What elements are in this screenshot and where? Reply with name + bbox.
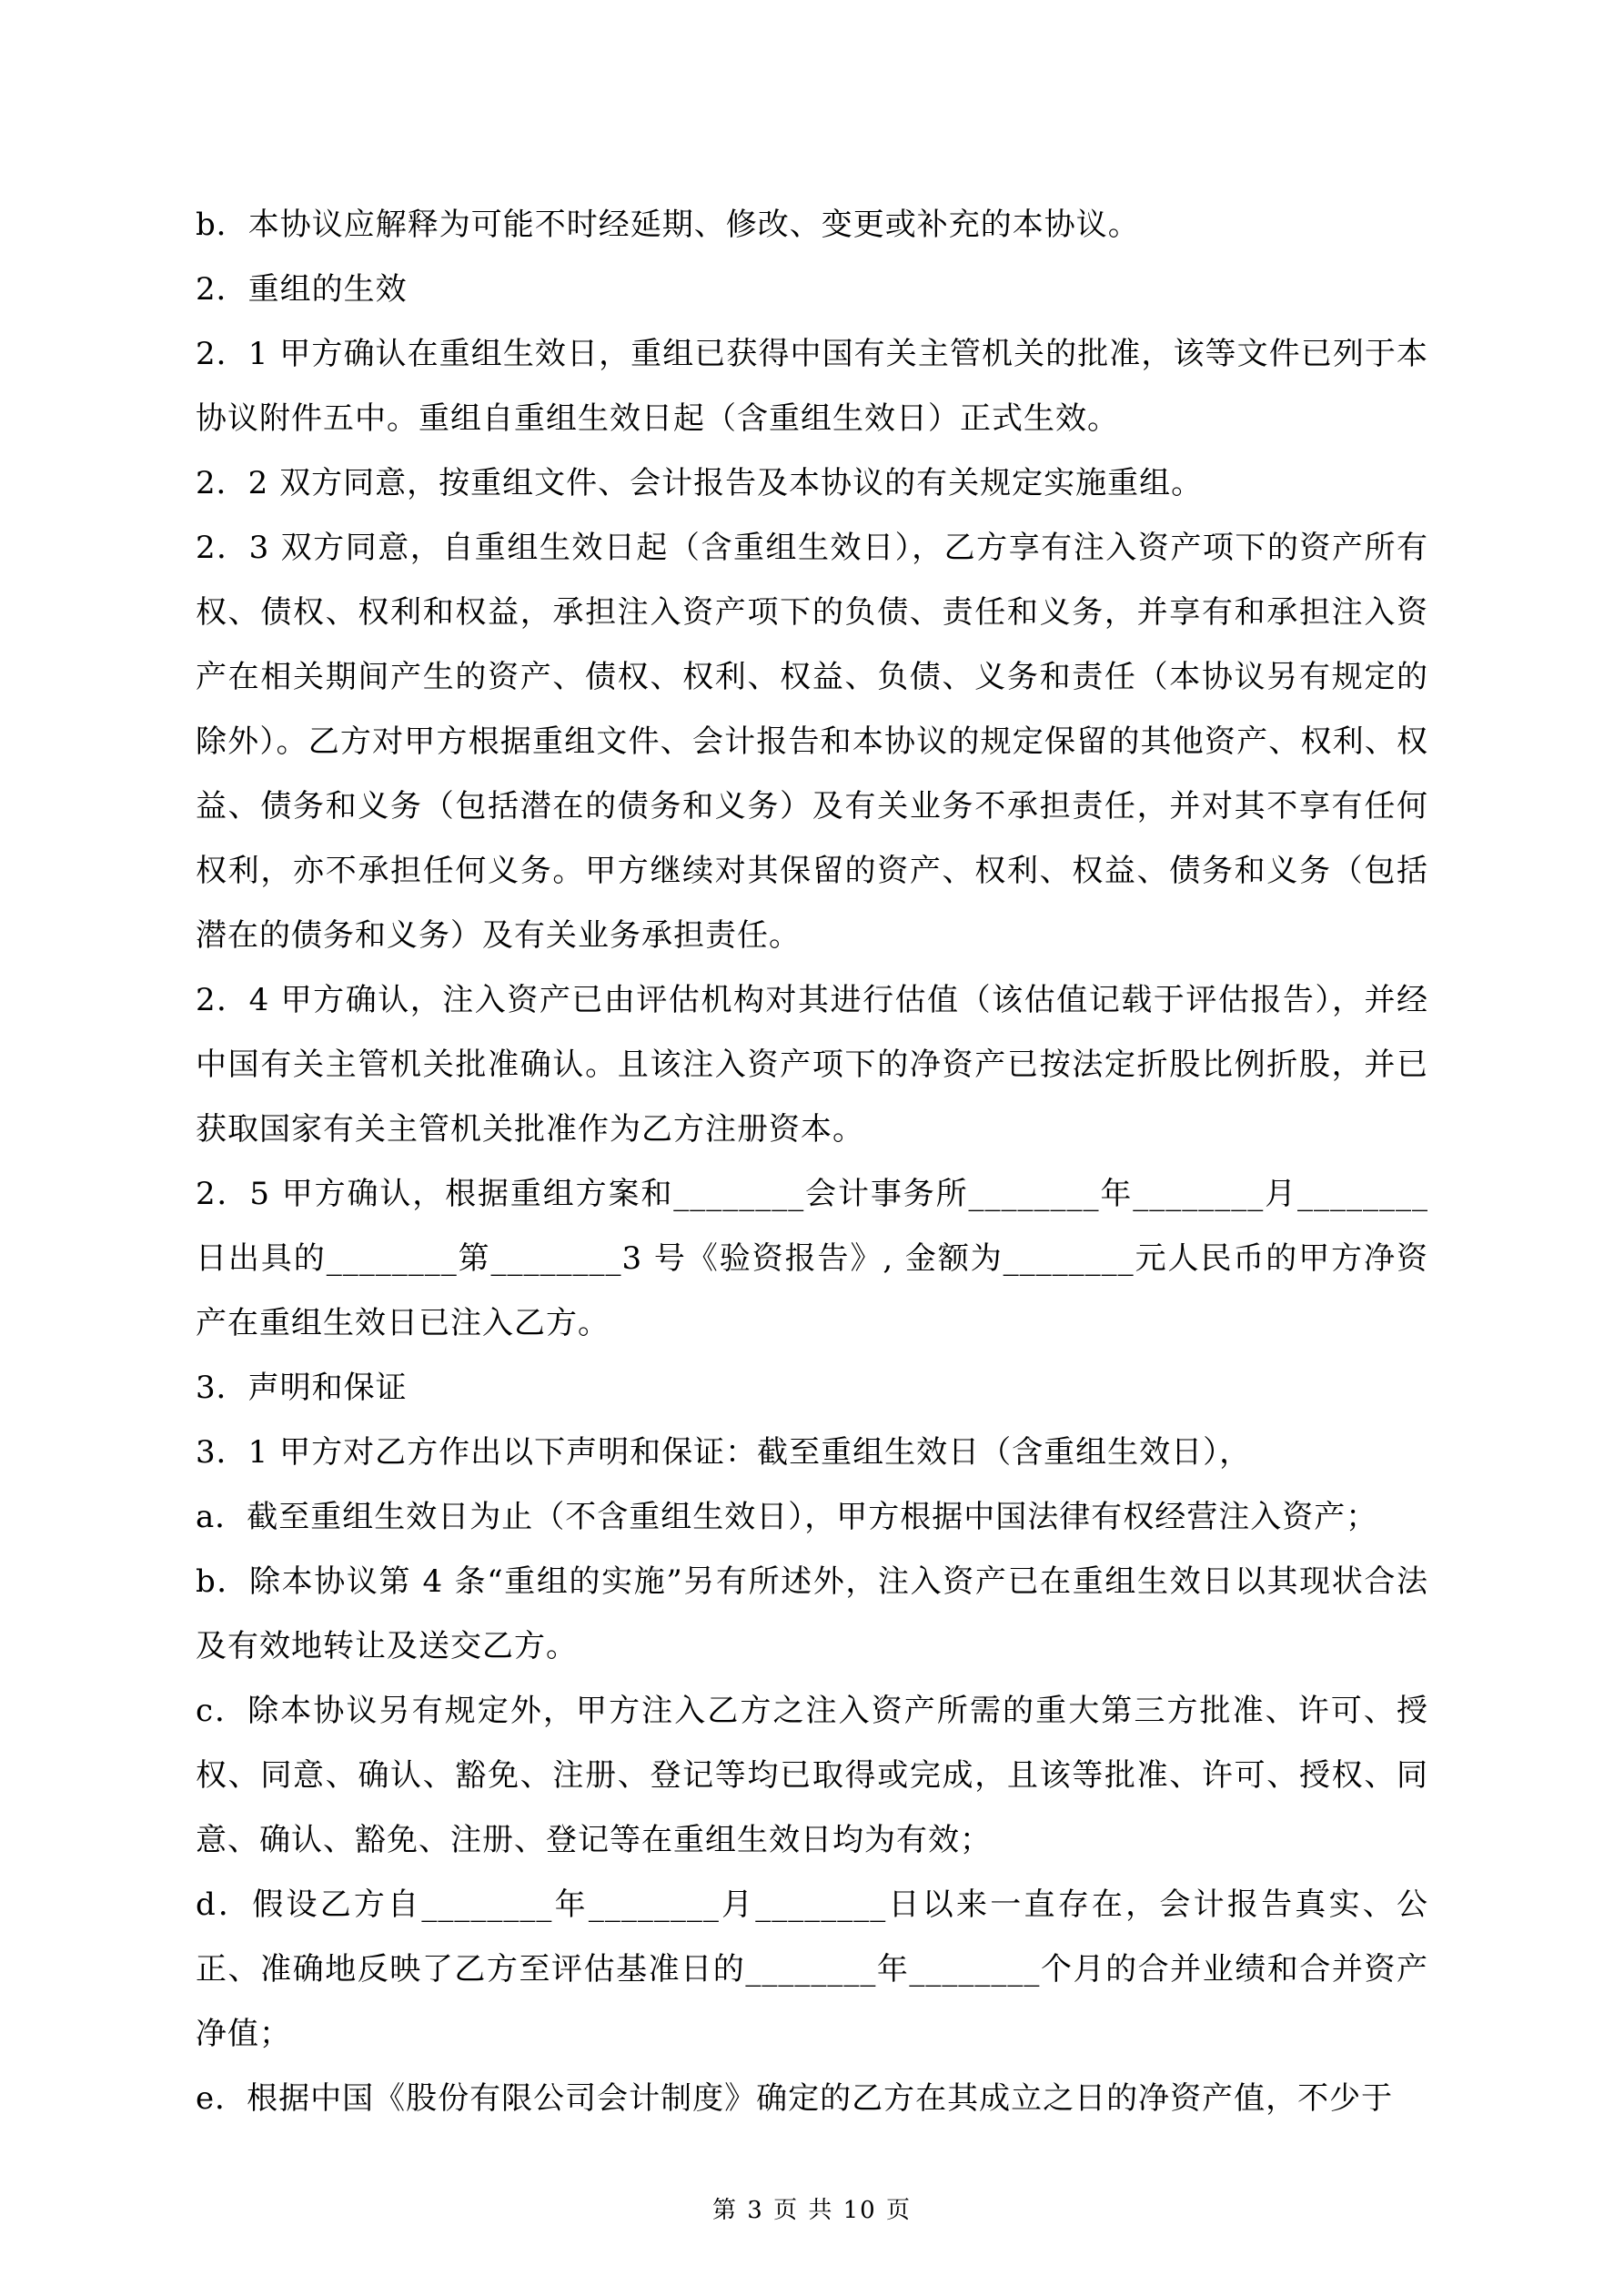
- clause-2-4: 2．4 甲方确认，注入资产已由评估机构对其进行估值（该估值记载于评估报告），并经中国有关主管机关批准确认。且该注入资产项下的净资产已按法定折股比例折股，并已获取国家有关主管机关批准作为乙方注册资本。: [196, 982, 1428, 1148]
- clause-3-1: 3．1 甲方对乙方作出以下声明和保证：截至重组生效日（含重组生效日），: [196, 1434, 1252, 1471]
- clause-2-1: 2．1 甲方确认在重组生效日，重组已获得中国有关主管机关的批准，该等文件已列于本协议附件五中。重组自重组生效日起（含重组生效日）正式生效。: [196, 336, 1428, 437]
- clause-2-3: 2．3 双方同意，自重组生效日起（含重组生效日），乙方享有注入资产项下的资产所有权、债权、权利和权益，承担注入资产项下的负债、责任和义务，并享有和承担注入资产在相关期间产生的资产、债权、权利、权益、负债、义务和责任（本协议另有规定的除外）。乙方对甲方根据重组文件、会计报告和本协议的规定保留的其他资产、权利、权益、债务和义务（包括潜在的债务和义务）及有关业务不承担责任，并对其不享有任何权利，亦不承担任何义务。甲方继续对其保留的资产、权利、权益、债务和义务（包括潜在的债务和义务）及有关业务承担责任。: [196, 530, 1428, 954]
- section-heading-3: 3．声明和保证: [196, 1370, 408, 1406]
- clause-3-1-e: e．根据中国《股份有限公司会计制度》确定的乙方在其成立之日的净资产值，不少于: [196, 2080, 1394, 2117]
- clause-2-5: 2．5 甲方确认，根据重组方案和________会计事务所________年________月________日出具的________第________3 号《验资报告》, 金额为________元人民币的甲方净资产在重组生效日已注入乙方。: [196, 1176, 1428, 1341]
- page-number-footer: 第 3 页 共 10 页: [712, 2197, 912, 2224]
- clause-1-b: b．本协议应解释为可能不时经延期、修改、变更或补充的本协议。: [196, 207, 1140, 243]
- clause-3-1-a: a．截至重组生效日为止（不含重组生效日），甲方根据中国法律有权经营注入资产；: [196, 1499, 1378, 1535]
- clause-2-2: 2．2 双方同意，按重组文件、会计报告及本协议的有关规定实施重组。: [196, 465, 1204, 501]
- clause-3-1-c: c．除本协议另有规定外，甲方注入乙方之注入资产所需的重大第三方批准、许可、授权、同意、确认、豁免、注册、登记等均已取得或完成，且该等批准、许可、授权、同意、确认、豁免、注册、登记等在重组生效日均为有效；: [196, 1693, 1428, 1858]
- section-heading-2: 2．重组的生效: [196, 271, 408, 308]
- document-body: [196, 193, 1428, 2131]
- clause-3-1-b: b．除本协议第 4 条“重组的实施”另有所述外，注入资产已在重组生效日以其现状合法及有效地转让及送交乙方。: [196, 1563, 1428, 1664]
- clause-3-1-d: d．假设乙方自________年________月________日以来一直存在，会计报告真实、公正、准确地反映了乙方至评估基准日的________年________个月的合并业绩和合并资产净值；: [196, 1886, 1428, 2052]
